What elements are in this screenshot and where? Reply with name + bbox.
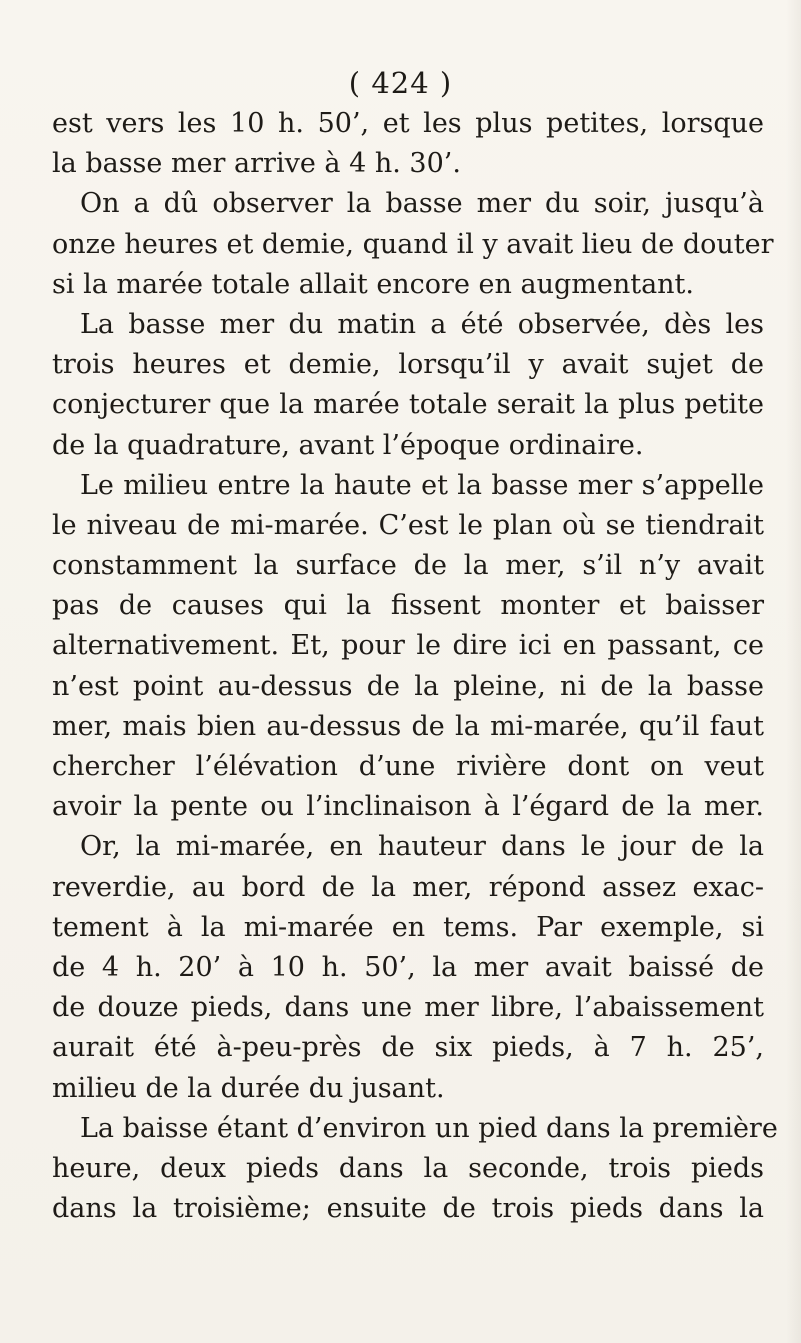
text-line: n’est point au-dessus de la pleine, ni de la basse [52, 670, 764, 702]
text-line: dans la troisième; ensuite de trois pieds dans la [52, 1193, 764, 1225]
text-line: est vers les 10 h. 50’, et les plus petites, lorsque [52, 108, 764, 139]
text-line: de douze pieds, dans une mer libre, l’abaissement [52, 992, 764, 1024]
text-line: la basse mer arrive à 4 h. 30’. [52, 148, 461, 180]
text-line: milieu de la durée du jusant. [52, 1072, 445, 1104]
text-line: de 4 h. 20’ à 10 h. 50’, la mer avait baissé de [52, 951, 764, 983]
text-line: tement à la mi-marée en tems. Par exemple, si [52, 911, 764, 943]
text-line: si la marée totale allait encore en augmentant. [52, 268, 694, 300]
text-line: On a dû observer la basse mer du soir, jusqu’à [80, 188, 764, 220]
text-line: La baisse étant d’environ un pied dans la première [80, 1112, 778, 1144]
text-line: Or, la mi-marée, en hauteur dans le jour de la [80, 831, 764, 863]
text-line: La basse mer du matin a été observée, dès les [80, 308, 764, 340]
text-line: chercher l’élévation d’une rivière dont on veut [52, 751, 764, 782]
text-line: le niveau de mi-marée. C’est le plan où se tiendrait [52, 509, 764, 541]
body-text [52, 104, 778, 1229]
text-line: aurait été à-peu-près de six pieds, à 7 h. 25’, [52, 1032, 764, 1064]
text-line: pas de causes qui la fissent monter et baisser [52, 590, 764, 622]
text-line: conjecturer que la marée totale serait la plus petite [52, 389, 764, 421]
text-line: trois heures et demie, lorsqu’il y avait sujet de [52, 349, 764, 381]
text-line: onze heures et demie, quand il y avait lieu de douter [52, 228, 774, 260]
text-line: alternativement. Et, pour le dire ici en passant, ce [52, 630, 764, 662]
text-line: reverdie, au bord de la mer, répond assez exac- [52, 871, 764, 903]
text-line: mer, mais bien au-dessus de la mi-marée, qu’il faut [52, 710, 764, 742]
page-number: ( 424 ) [348, 66, 453, 100]
text-line: avoir la pente ou l’inclinaison à l’égard de la mer. [52, 791, 764, 823]
text-line: heure, deux pieds dans la seconde, trois pieds [52, 1152, 764, 1184]
page-edge-shadow [786, 0, 801, 1343]
text-line: Le milieu entre la haute et la basse mer s’appelle [80, 469, 764, 501]
text-line: de la quadrature, avant l’époque ordinaire. [52, 429, 644, 461]
text-line: constamment la surface de la mer, s’il n’y avait [52, 550, 764, 582]
